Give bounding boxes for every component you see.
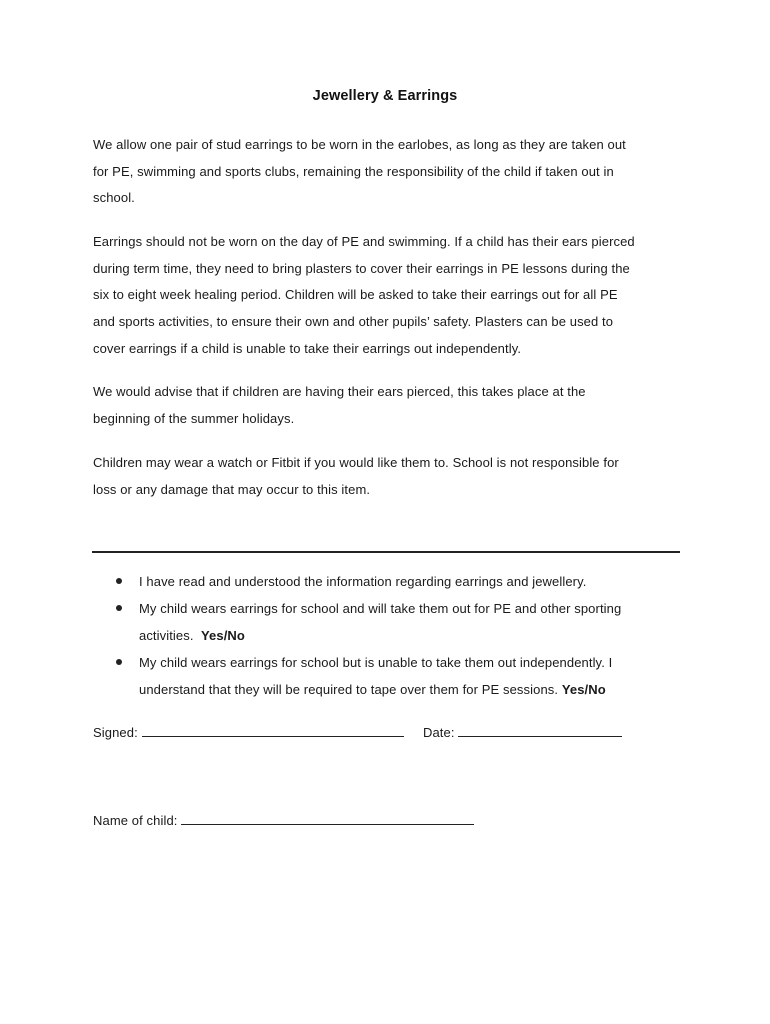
paragraph-line: during term time, they need to bring plasters to cover their earrings in PE lessons during the xyxy=(93,260,630,276)
consent-text: I have read and understood the information regarding earrings and jewellery. xyxy=(139,574,587,589)
paragraph-watch-fitbit xyxy=(93,450,683,503)
consent-text: My child wears earrings for school and will take them out for PE and other sporting xyxy=(139,601,622,616)
paragraph-line: for PE, swimming and sports clubs, remaining the responsibility of the child if taken out in xyxy=(93,163,614,179)
yes-no-option[interactable]: Yes/No xyxy=(561,682,606,697)
signature-row xyxy=(93,723,622,743)
paragraph-line: six to eight week healing period. Children will be asked to take their earrings out for all PE xyxy=(93,287,618,303)
bullet-icon xyxy=(116,659,122,665)
paragraph-line: loss or any damage that may occur to this item. xyxy=(93,481,371,497)
consent-text: activities. xyxy=(139,628,194,643)
paragraph-line: We would advise that if children are having their ears pierced, this takes place at the xyxy=(93,384,586,399)
consent-text: My child wears earrings for school but is unable to take them out independently. I xyxy=(139,655,613,670)
child-name-label: Name of child: xyxy=(93,813,178,828)
paragraph-pe-swimming xyxy=(93,229,683,363)
consent-text: understand that they will be required to tape over them for PE sessions. xyxy=(139,682,559,697)
consent-item-cannot-remove xyxy=(93,649,683,703)
child-name-field[interactable] xyxy=(181,812,474,825)
section-divider xyxy=(92,551,680,553)
paragraph-line: Earrings should not be worn on the day of PE and swimming. If a child has their ears pierced xyxy=(93,234,635,249)
signature-field[interactable] xyxy=(142,724,404,737)
date-label: Date: xyxy=(422,725,455,740)
paragraph-line: and sports activities, to ensure their own and other pupils’ safety. Plasters can be used to xyxy=(93,314,614,330)
bullet-icon xyxy=(116,578,122,584)
paragraph-earring-allowance xyxy=(93,132,683,212)
paragraph-line: school. xyxy=(93,190,135,206)
bullet-icon xyxy=(116,605,122,611)
consent-list xyxy=(93,568,683,703)
date-field[interactable] xyxy=(458,724,622,737)
child-name-row xyxy=(93,811,474,831)
paragraph-piercing-advice xyxy=(93,379,683,432)
paragraph-line: cover earrings if a child is unable to take their earrings out independently. xyxy=(93,340,522,356)
signed-label: Signed: xyxy=(93,725,138,740)
yes-no-option[interactable]: Yes/No xyxy=(201,628,245,643)
consent-item-read-understood xyxy=(93,568,683,595)
document-title: Jewellery & Earrings xyxy=(312,88,458,104)
paragraph-line: We allow one pair of stud earrings to be worn in the earlobes, as long as they are taken out xyxy=(93,137,626,152)
paragraph-line: Children may wear a watch or Fitbit if you would like them to. School is not responsible for xyxy=(93,455,619,470)
paragraph-line: beginning of the summer holidays. xyxy=(93,410,295,426)
consent-item-takes-out xyxy=(93,595,683,649)
